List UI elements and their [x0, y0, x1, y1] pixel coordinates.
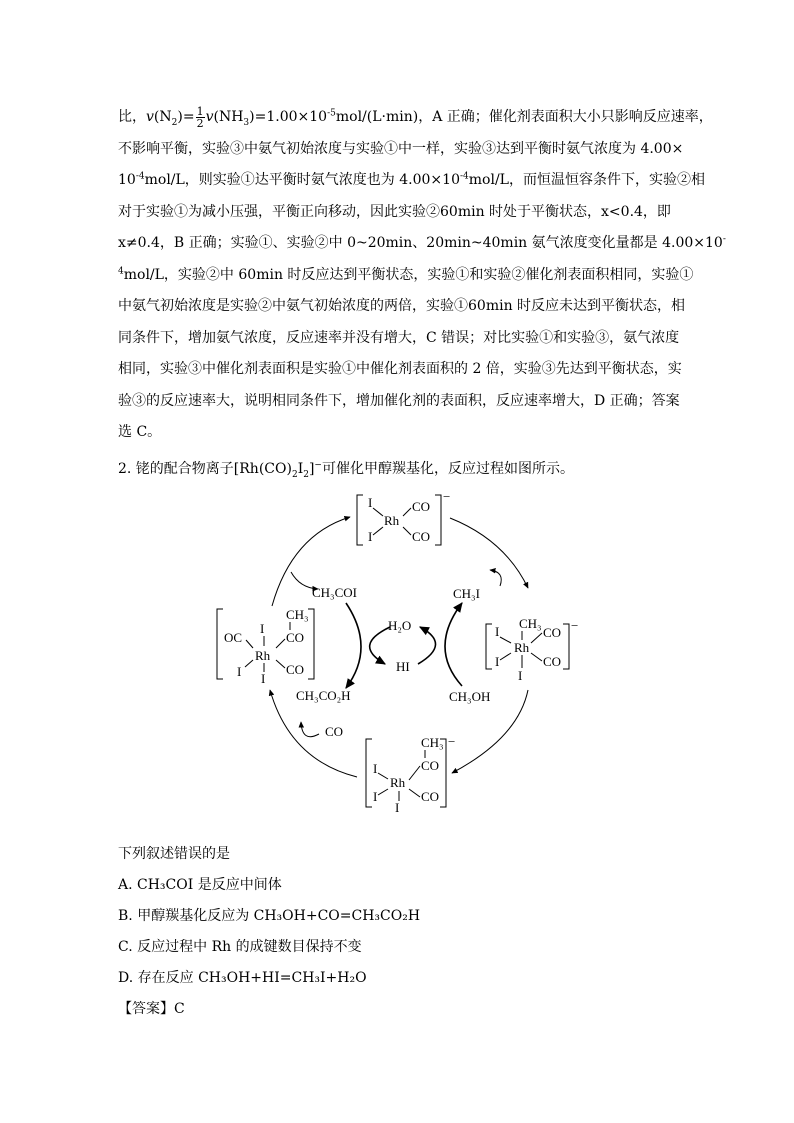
explanation-line-7: 中氨气初始浓度是实验②中氨气初始浓度的两倍，实验①60min 时反应未达到平衡状态，相 — [118, 298, 686, 314]
svg-text:CO: CO — [543, 654, 562, 669]
explanation-line-10: 验③的反应速率大，说明相同条件下，增加催化剂的表面积，反应速率增大，D 正确；答案 — [118, 392, 680, 409]
svg-text:CO: CO — [286, 662, 305, 677]
explanation-line-1: 比，$v(N_2)=$ $\frac{1}{2}$ $v(NH_3)=1.00\times 10^{-5}mol/(L\cdot\min)$，A 正确；催化剂表面积大小只影响反应速率， — [118, 104, 713, 130]
explanation-line-4: 对于实验①为减小压强，平衡正向移动，因此实验②60min 时处于平衡状态，x<0.4，即 — [118, 203, 671, 220]
svg-text:I: I — [518, 668, 523, 683]
complex-left — [217, 607, 314, 686]
arrow-h2o-to-hi — [370, 627, 390, 664]
charge-bottom: − — [448, 734, 456, 749]
svg-text:CO: CO — [421, 758, 440, 773]
answer-label: 【答案】C — [118, 1001, 185, 1017]
svg-text:OC: OC — [224, 630, 243, 645]
svg-text:I: I — [368, 495, 373, 510]
svg-text:I: I — [495, 654, 500, 669]
label-ch3co2h: CH₃CO₂H — [296, 688, 351, 703]
label-ch3i: CH₃I — [453, 586, 480, 601]
option-a: A. CH₃COI 是反应中间体 — [118, 877, 282, 893]
fraction-one-half: $\frac{1}{2}$ — [196, 104, 204, 130]
svg-text:CO: CO — [543, 625, 562, 640]
arrow-bottom-to-left — [270, 690, 357, 777]
svg-text:I: I — [395, 800, 400, 815]
svg-text:Rh: Rh — [255, 648, 271, 663]
option-d: D. 存在反应 CH₃OH+HI=CH₃I+H₂O — [118, 970, 367, 986]
label-hi: HI — [396, 659, 410, 674]
svg-text:I: I — [373, 789, 378, 804]
arrow-ch3coi-to-ch3co2h — [346, 603, 361, 688]
explanation-line-2: 不影响平衡，实验③中氨气初始浓度与实验①中一样，实验③达到平衡时氨气浓度为 4.00× — [118, 140, 684, 157]
explanation-line-3: $10^{-4}mol/L$，则实验①达平衡时氨气浓度也为 $4.00\times 10^{-4}mol/L$，而恒温恒容条件下，实验②相 — [118, 171, 705, 188]
label-h2o: H₂O — [388, 618, 412, 633]
catalytic-cycle-diagram — [0, 485, 794, 820]
label-ch3coi: CH₃COI — [312, 585, 357, 600]
complex-bottom — [366, 734, 455, 815]
complex-right — [486, 616, 578, 683]
arrow-co-enters — [301, 722, 319, 737]
explanation-line-8: 同条件下，增加氨气浓度，反应速率并没有增大，C 错误；对比实验①和实验③，氨气浓度 — [118, 329, 680, 346]
svg-text:I: I — [237, 664, 242, 679]
explanation-line-11: 选 C。 — [118, 424, 162, 440]
svg-text:I: I — [260, 621, 265, 636]
arrow-ch3i-enters — [490, 570, 501, 586]
label-ch3oh: CH₃OH — [449, 689, 491, 704]
label-co-input: CO — [325, 724, 344, 739]
explanation-paragraph — [118, 102, 726, 449]
svg-text:CH₃: CH₃ — [519, 616, 542, 631]
svg-text:CH₃: CH₃ — [421, 735, 444, 750]
svg-text:I: I — [373, 761, 378, 776]
svg-text:CO: CO — [286, 630, 305, 645]
svg-text:I: I — [368, 529, 373, 544]
svg-text:Rh: Rh — [384, 513, 400, 528]
svg-text:CO: CO — [421, 789, 440, 804]
option-b: B. 甲醇羰基化反应为 CH₃OH+CO=CH₃CO₂H — [118, 908, 421, 924]
svg-text:Rh: Rh — [514, 640, 530, 655]
explanation-line-9: 相同，实验③中催化剂表面积是实验①中催化剂表面积的 2 倍，实验③先达到平衡状态，实 — [118, 361, 682, 377]
svg-text:Rh: Rh — [390, 775, 406, 790]
explanation-line-6: $^4$mol/L，实验②中 60min 时反应达到平衡状态，实验①和实验②催化剂表面积相同，实验① — [118, 265, 694, 283]
arrow-ch3oh-to-ch3i — [445, 603, 462, 686]
arrow-hi-to-h2o — [418, 627, 436, 664]
complex-top — [357, 489, 450, 545]
svg-text:I: I — [261, 671, 266, 686]
option-c: C. 反应过程中 Rh 的成键数目保持不变 — [118, 939, 362, 955]
question-stem: 2. 铑的配合物离子$[Rh(CO)_2I_2]^-$可催化甲醇羰基化，反应过程如图所示。 — [118, 460, 574, 480]
svg-text:I: I — [495, 624, 500, 639]
svg-text:CH₃: CH₃ — [286, 607, 309, 622]
charge-right: − — [571, 618, 579, 633]
charge-top: − — [443, 489, 451, 504]
arrow-top-to-right — [450, 518, 528, 588]
explanation-line-5: x≠0.4，B 正确；实验①、实验②中 0~20min、20min~40min 氨气浓度变化量都是 4.00×10- — [118, 234, 726, 251]
svg-text:CO: CO — [412, 529, 431, 544]
question-prompt: 下列叙述错误的是 — [118, 846, 230, 862]
svg-text:CO: CO — [412, 499, 431, 514]
